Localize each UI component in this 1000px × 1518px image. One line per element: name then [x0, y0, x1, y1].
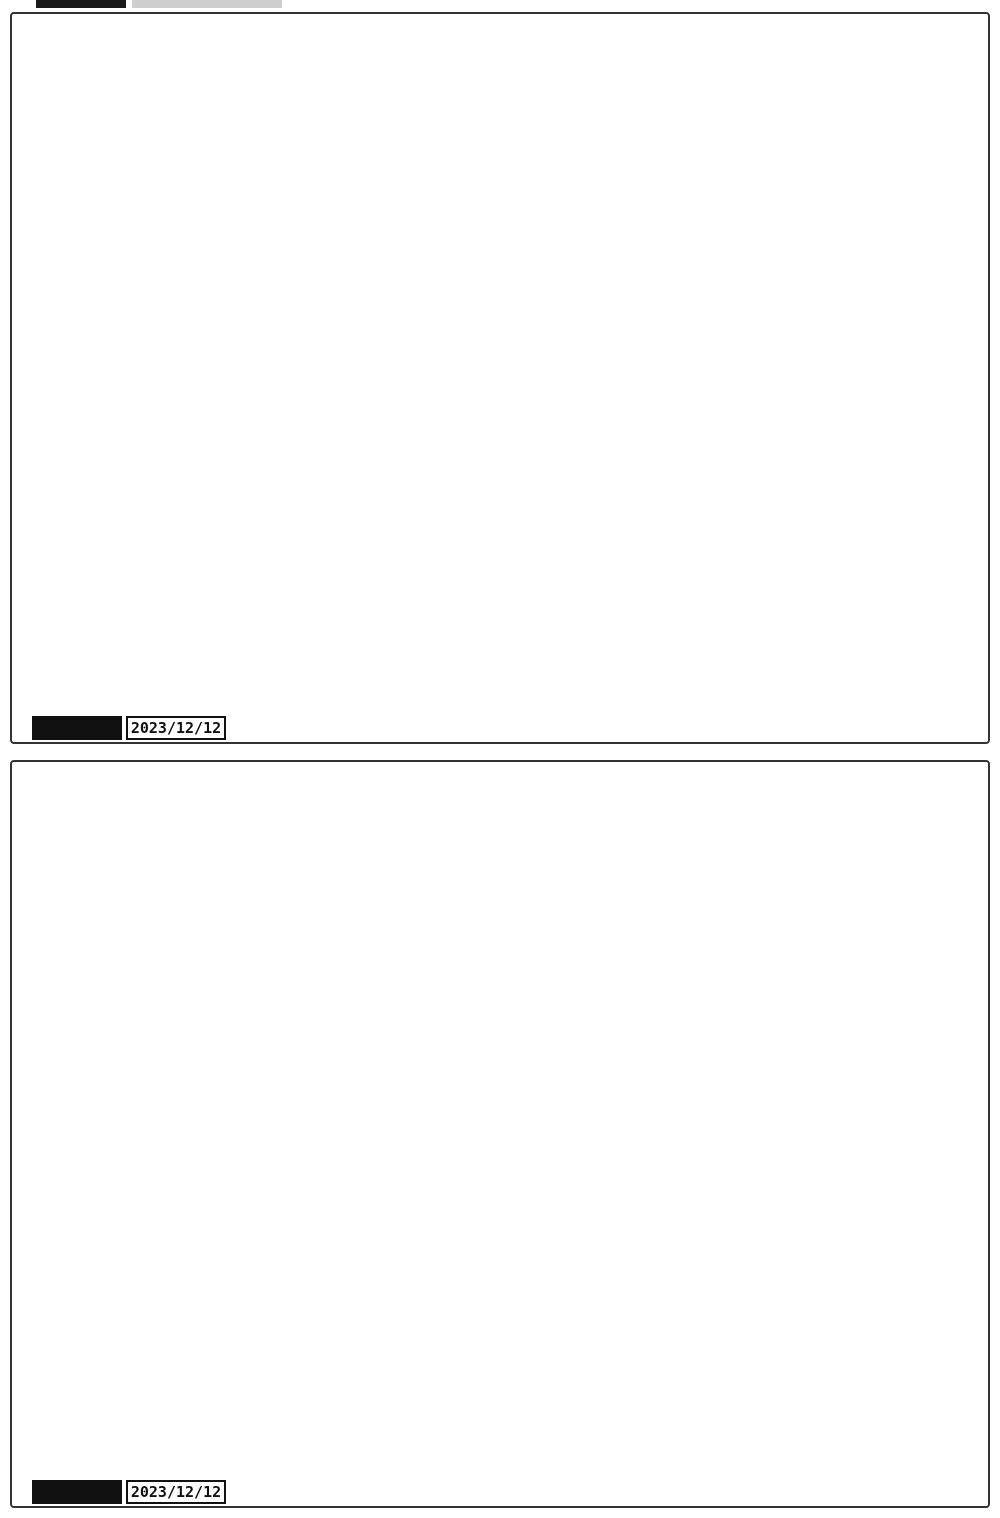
notice-2-paragraph — [34, 1028, 966, 1046]
notice-2-paragraph — [34, 1368, 966, 1386]
notice-1-paragraph — [34, 410, 966, 428]
notice-2-paragraph — [34, 1048, 966, 1066]
notice-1-title-line — [34, 208, 966, 230]
notice-2-header-line — [34, 838, 966, 858]
notice-1-header-line — [34, 140, 966, 160]
notice-2-header-title — [34, 778, 966, 798]
notice-1-paragraph — [34, 390, 966, 408]
notice-2-paragraph — [34, 1128, 966, 1146]
notice-2-paragraph — [34, 1108, 966, 1126]
notice-2-header-line — [34, 918, 966, 938]
notice-2-header-line — [34, 818, 966, 838]
notice-1-paragraph — [34, 330, 966, 348]
notice-1 — [10, 12, 990, 744]
notice-1-title — [34, 186, 966, 252]
notice-2-paragraph — [34, 1268, 966, 1286]
notice-2-paragraph — [34, 1388, 966, 1406]
notice-2-paragraph — [34, 1288, 966, 1306]
notice-1-paragraph — [34, 450, 966, 468]
notice-1-footer — [32, 716, 226, 740]
notice-2-body — [34, 1008, 966, 1406]
notice-1-date: 2023/12/12 — [126, 716, 226, 740]
notice-1-paragraph — [34, 490, 966, 508]
notice-1-header-line — [34, 100, 966, 120]
notice-2-paragraph — [34, 1248, 966, 1266]
notice-2-paragraph — [34, 1328, 966, 1346]
notice-2 — [10, 760, 990, 1508]
notice-2-footer — [32, 1480, 226, 1504]
notice-1-body — [34, 270, 966, 508]
notice-2-paragraph — [34, 1068, 966, 1086]
notice-1-header-line — [34, 80, 966, 100]
notice-2-paragraph — [34, 1148, 966, 1166]
notice-1-header-line — [34, 60, 966, 80]
notice-2-paragraph — [34, 1088, 966, 1106]
notice-1-header-title — [34, 24, 966, 54]
notice-1-title-line — [34, 230, 966, 252]
notice-2-paragraph — [34, 1228, 966, 1246]
notice-2-paragraph — [34, 1168, 966, 1186]
notice-2-paragraph — [34, 1008, 966, 1026]
notice-1-paragraph — [34, 470, 966, 488]
notice-1-header-line — [34, 120, 966, 140]
notice-1-header-lines — [34, 60, 966, 160]
notice-2-header-line — [34, 878, 966, 898]
notice-2-title — [34, 952, 966, 996]
notice-1-paragraph — [34, 290, 966, 308]
notice-2-header-line — [34, 898, 966, 918]
notice-1-paper-name — [32, 716, 122, 740]
notice-2-paragraph — [34, 1188, 966, 1206]
notice-2-title-line — [34, 952, 966, 974]
notice-2-content — [34, 772, 966, 1466]
notice-1-paragraph — [34, 310, 966, 328]
notice-1-title-line — [34, 186, 966, 208]
notice-2-date: 2023/12/12 — [126, 1480, 226, 1504]
notice-1-paragraph — [34, 270, 966, 288]
notice-2-header-line — [34, 858, 966, 878]
top-cropped-footer — [36, 0, 286, 8]
notice-2-header-line — [34, 798, 966, 818]
top-cropped-paper-bar — [36, 0, 126, 8]
notice-1-paragraph — [34, 350, 966, 368]
notice-2-paragraph — [34, 1208, 966, 1226]
notice-2-title-line — [34, 974, 966, 996]
notice-2-paragraph — [34, 1348, 966, 1366]
notice-1-paragraph — [34, 430, 966, 448]
notice-1-paragraph — [34, 370, 966, 388]
top-cropped-date-bar — [132, 0, 282, 8]
notice-2-header-lines — [34, 778, 966, 938]
notice-1-content — [34, 24, 966, 702]
notice-2-paragraph — [34, 1308, 966, 1326]
notice-2-paper-name — [32, 1480, 122, 1504]
